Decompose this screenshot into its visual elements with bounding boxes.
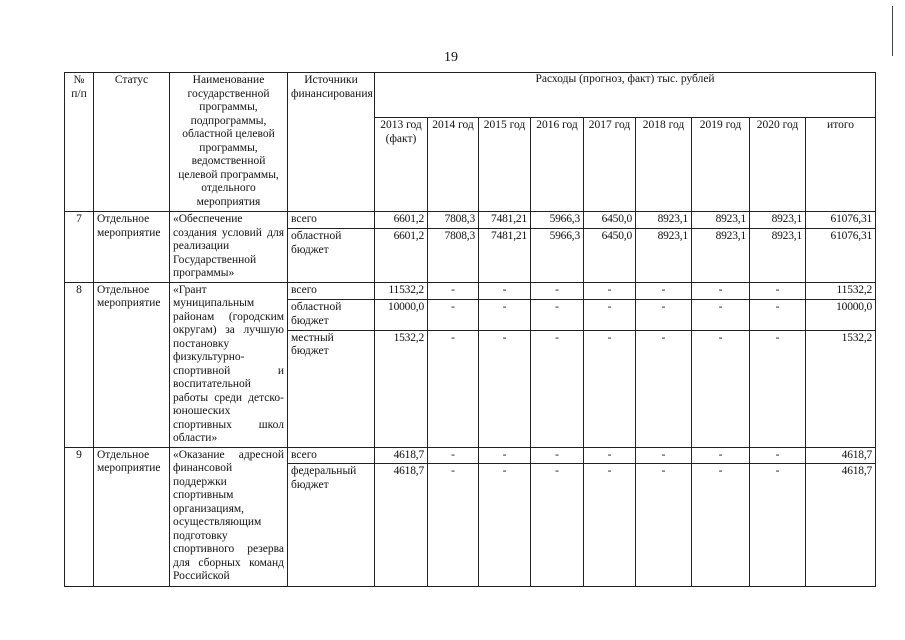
value-cell: 6450,0 bbox=[584, 212, 636, 229]
table-row bbox=[65, 282, 876, 300]
row-name: «Грант муниципальным районам (городским округам) за лучшую постановку физкультурно-спортивной и воспитательной работы среди детско-юношеских спортивных школ области» bbox=[170, 282, 288, 447]
total-cell: 10000,0 bbox=[806, 300, 876, 331]
row-name: «Обеспечение создания условий для реализации Государственной программы» bbox=[170, 212, 288, 283]
value-cell: - bbox=[531, 447, 584, 464]
value-cell: - bbox=[479, 464, 531, 587]
value-cell: 8923,1 bbox=[692, 212, 750, 229]
value-cell: - bbox=[750, 330, 806, 447]
value-cell: - bbox=[531, 464, 584, 587]
row-name: «Оказание адресной финансовой поддержки спортивным организациям, осуществляющим подготовку спортивного резерва для сборных команд Российской bbox=[170, 447, 288, 587]
value-cell: 6450,0 bbox=[584, 229, 636, 282]
total-cell: 4618,7 bbox=[806, 447, 876, 464]
value-cell: 8923,1 bbox=[636, 229, 692, 282]
value-cell: - bbox=[479, 447, 531, 464]
row-num: 9 bbox=[65, 447, 94, 587]
value-cell: 1532,2 bbox=[375, 330, 428, 447]
value-cell: - bbox=[636, 330, 692, 447]
value-cell: - bbox=[479, 330, 531, 447]
value-cell: - bbox=[584, 447, 636, 464]
row-status: Отдельное мероприятие bbox=[94, 212, 170, 283]
value-cell: - bbox=[692, 282, 750, 300]
value-cell: 7808,3 bbox=[428, 229, 479, 282]
header-status: Статус bbox=[94, 73, 170, 212]
source-label: федеральный бюджет bbox=[288, 464, 375, 587]
source-label: областной бюджет bbox=[288, 229, 375, 282]
value-cell: - bbox=[636, 300, 692, 331]
header-name: Наименование государственной программы, подпрограммы, областной целевой программы, ведомственной целевой программы, отдельного мероприятия bbox=[170, 73, 288, 212]
value-cell: - bbox=[692, 447, 750, 464]
value-cell: - bbox=[750, 282, 806, 300]
value-cell: - bbox=[692, 330, 750, 447]
row-status: Отдельное мероприятие bbox=[94, 447, 170, 587]
value-cell: - bbox=[750, 464, 806, 587]
value-cell: - bbox=[750, 447, 806, 464]
header-year: 2015 год bbox=[479, 118, 531, 212]
value-cell: - bbox=[479, 282, 531, 300]
row-status: Отдельное мероприятие bbox=[94, 282, 170, 447]
header-year: 2014 год bbox=[428, 118, 479, 212]
header-sources: Источники финансирования bbox=[288, 73, 375, 212]
table-row bbox=[65, 447, 876, 464]
value-cell: 8923,1 bbox=[692, 229, 750, 282]
value-cell: 7481,21 bbox=[479, 229, 531, 282]
value-cell: - bbox=[692, 300, 750, 331]
value-cell: - bbox=[584, 464, 636, 587]
value-cell: - bbox=[750, 300, 806, 331]
value-cell: 8923,1 bbox=[750, 212, 806, 229]
table-row bbox=[65, 212, 876, 229]
header-total: итого bbox=[806, 118, 876, 212]
header-year: 2017 год bbox=[584, 118, 636, 212]
value-cell: - bbox=[636, 282, 692, 300]
value-cell: - bbox=[531, 330, 584, 447]
value-cell: 6601,2 bbox=[375, 212, 428, 229]
value-cell: - bbox=[428, 330, 479, 447]
value-cell: 6601,2 bbox=[375, 229, 428, 282]
value-cell: 11532,2 bbox=[375, 282, 428, 300]
header-year: 2018 год bbox=[636, 118, 692, 212]
total-cell: 61076,31 bbox=[806, 229, 876, 282]
value-cell: - bbox=[636, 464, 692, 587]
value-cell: 10000,0 bbox=[375, 300, 428, 331]
source-label: местный бюджет bbox=[288, 330, 375, 447]
value-cell: - bbox=[584, 330, 636, 447]
header-row-1 bbox=[65, 73, 876, 118]
value-cell: 8923,1 bbox=[750, 229, 806, 282]
header-year: 2020 год bbox=[750, 118, 806, 212]
financing-table bbox=[64, 72, 876, 587]
header-year: 2019 год bbox=[692, 118, 750, 212]
value-cell: - bbox=[428, 300, 479, 331]
header-expenses: Расходы (прогноз, факт) тыс. рублей bbox=[375, 73, 876, 118]
value-cell: - bbox=[479, 300, 531, 331]
source-label: областной бюджет bbox=[288, 300, 375, 331]
value-cell: - bbox=[584, 300, 636, 331]
source-label: всего bbox=[288, 282, 375, 300]
value-cell: - bbox=[584, 282, 636, 300]
value-cell: 4618,7 bbox=[375, 447, 428, 464]
header-year: 2016 год bbox=[531, 118, 584, 212]
value-cell: - bbox=[428, 447, 479, 464]
total-cell: 11532,2 bbox=[806, 282, 876, 300]
value-cell: 5966,3 bbox=[531, 212, 584, 229]
total-cell: 4618,7 bbox=[806, 464, 876, 587]
row-num: 8 bbox=[65, 282, 94, 447]
value-cell: 4618,7 bbox=[375, 464, 428, 587]
value-cell: 8923,1 bbox=[636, 212, 692, 229]
value-cell: - bbox=[531, 282, 584, 300]
value-cell: - bbox=[428, 282, 479, 300]
page-number: 19 bbox=[444, 50, 458, 65]
value-cell: - bbox=[531, 300, 584, 331]
source-label: всего bbox=[288, 447, 375, 464]
value-cell: 7481,21 bbox=[479, 212, 531, 229]
source-label: всего bbox=[288, 212, 375, 229]
value-cell: - bbox=[692, 464, 750, 587]
header-year: 2013 год (факт) bbox=[375, 118, 428, 212]
total-cell: 1532,2 bbox=[806, 330, 876, 447]
value-cell: 7808,3 bbox=[428, 212, 479, 229]
value-cell: - bbox=[428, 464, 479, 587]
scan-edge-line bbox=[892, 6, 893, 56]
row-num: 7 bbox=[65, 212, 94, 283]
value-cell: 5966,3 bbox=[531, 229, 584, 282]
value-cell: - bbox=[636, 447, 692, 464]
header-num: № п/п bbox=[65, 73, 94, 212]
total-cell: 61076,31 bbox=[806, 212, 876, 229]
